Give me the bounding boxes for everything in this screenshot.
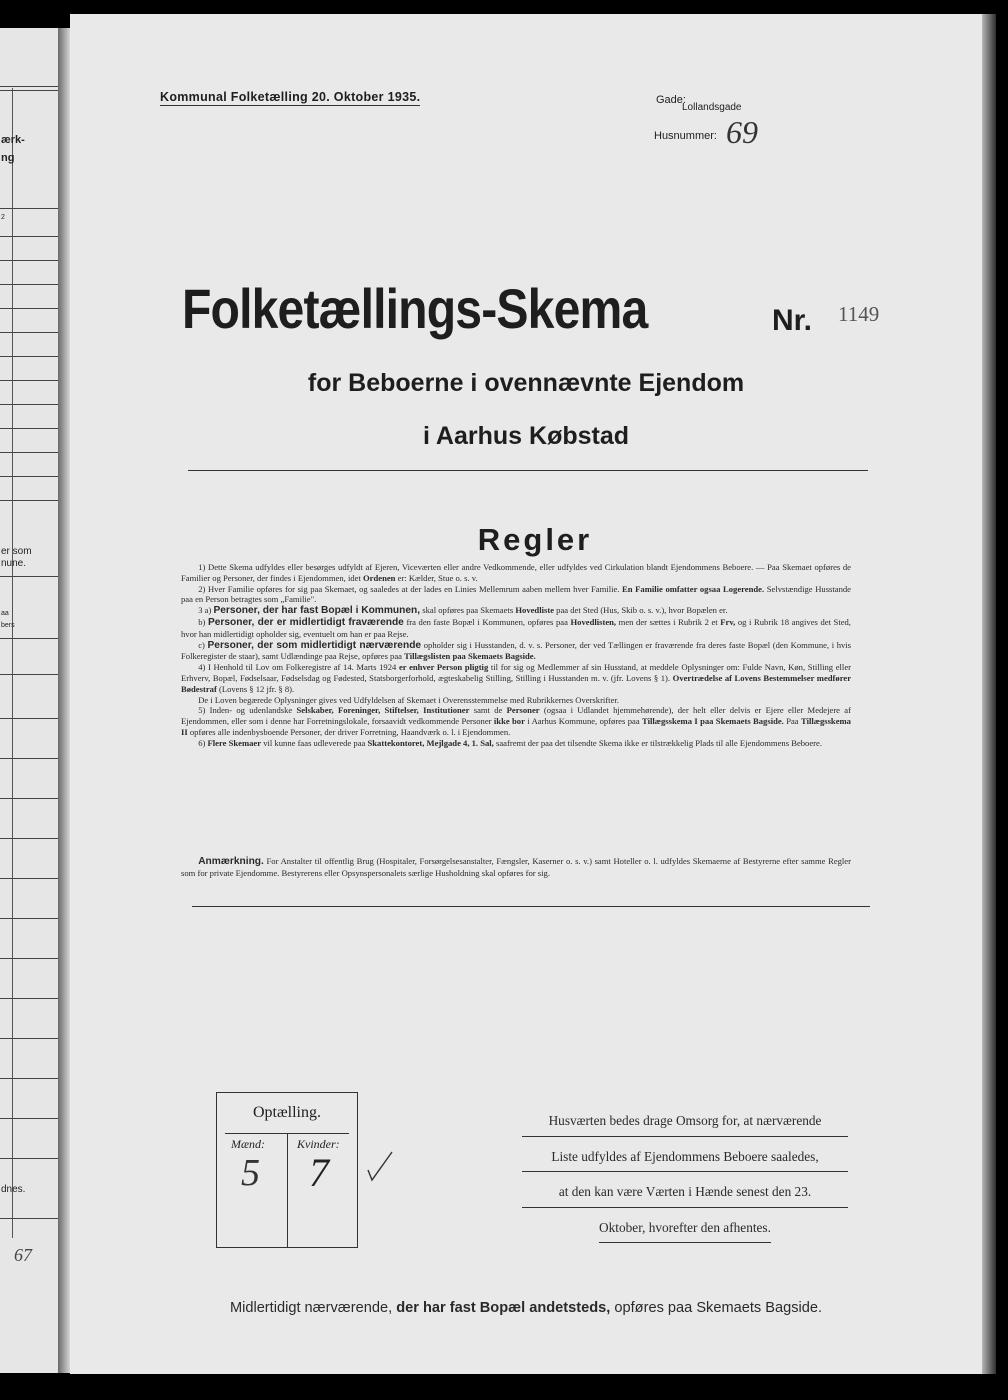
left-page-rule	[0, 1218, 58, 1219]
book-spine	[58, 28, 70, 1373]
left-page-rule	[0, 674, 58, 675]
rule-4: 4) I Henhold til Lov om Folkeregistre af 14. Marts 1924 er enhver Person pligtig til for sig og Medlemmer af sin Husstand, at meddele Oplysninger om: Fulde Navn, Køn, Stilling eller Erhverv, Bopæl, Fødselsaar, Fødselsdag og Fødested, Statsborgerforhold, ægteskabelig Stilling, Stilling i Husstanden m. v. (jfr. Lovens § 1). Overtrædelse af Lovens Bestemmelser medfører Bødestraf (Lovens § 12 jfr. § 8).	[181, 662, 852, 694]
left-page-rule	[0, 878, 58, 879]
rules-heading: Regler	[477, 522, 593, 557]
left-page-text: ærk-	[1, 134, 25, 146]
form-number-value: 1149	[838, 302, 880, 326]
left-page-rule	[0, 1078, 58, 1079]
left-page-rule	[0, 718, 58, 719]
left-page-rule	[0, 998, 58, 999]
left-page-text: bers	[1, 622, 15, 629]
left-page-rule	[0, 284, 58, 285]
rule-3b: b) Personer, der er midlertidigt fraværende fra den faste Bopæl i Kommunen, opføres paa Hovedlisten, men der sættes i Rubrik 2 et Frv, og i Rubrik 18 angives det Sted, hvor han midlertidigt opholder sig, eventuelt om han er paa Rejse.	[181, 616, 851, 639]
left-page-rule	[0, 500, 58, 501]
left-page-rule	[0, 404, 58, 405]
notice-line: Oktober, hvorefter den afhentes.	[599, 1219, 771, 1244]
left-page-text: dnes.	[1, 1184, 26, 1195]
husnummer-label: Husnummer:	[654, 130, 717, 142]
rule-3c: c) Personer, der som midlertidigt nærværende opholder sig i Husstanden, d. v. s. Personer, der ved Tællingen er fraværende fra deres faste Bopæl (den Kommune, i hvis Folkeregister de staar), samt Udlændinge paa Rejse, opføres paa Tillægslisten paa Skemaets Bagside.	[181, 639, 852, 662]
footer-note: Midlertidigt nærværende, der har fast Bopæl andetsteds, opføres paa Skemaets Bagside.	[229, 1300, 823, 1316]
census-header-title: Kommunal Folketælling 20. Oktober 1935.	[160, 90, 421, 104]
maend-label: Mænd:	[231, 1137, 265, 1151]
form-subtitle-residents: for Beboerne i ovennævnte Ejendom	[307, 369, 745, 397]
form-title: Folketællings-Skema	[182, 277, 648, 340]
rule-5: 5) Inden- og udenlandske Selskaber, Foreninger, Stiftelser, Institutioner samt de Personer (ogsaa i Udlandet hjemmehørende), der helt eller delvis er Ejere eller Medejere af Ejendommen, eller som i denne har Forretningslokale, forsaavidt vedkommende Personer ikke bor i Aarhus Kommune, opføres paa Tillægsskema I paa Skemaets Bagside. Paa Tillægsskema II opføres alle indenbysboende Personer, der driver Forretning, Haandværk o. l. i Ejendommen.	[181, 705, 851, 737]
left-page-rule	[0, 236, 58, 237]
left-page-rule	[0, 758, 58, 759]
rule-3a: 3 a) Personer, der har fast Bopæl i Kommunen, skal opføres paa Skemaets Hovedliste paa det Sted (Hus, Skib o. s. v.), hvor Bopælen er.	[198, 605, 728, 617]
left-page-text: 2	[1, 214, 5, 221]
left-page-rule	[0, 958, 58, 959]
rule-6: 6) Flere Skemaer vil kunne faas udleverede paa Skattekontoret, Mejlgade 4, 1. Sal, saafremt der paa det tilsendte Skema ikke er tilstrækkelig Plads til alle Ejendommens Beboere.	[198, 737, 822, 748]
left-page-handwriting: 67	[14, 1245, 32, 1265]
left-page-rule	[0, 1038, 58, 1039]
left-page-rule	[0, 380, 58, 381]
left-page-rule	[0, 208, 58, 209]
census-form-page	[70, 14, 982, 1374]
title-divider	[188, 470, 868, 471]
anmaerkning-label: Anmærkning.	[198, 856, 264, 867]
notice-line: Liste udfyldes af Ejendommens Beboere saaledes,	[522, 1148, 848, 1173]
left-page-rule	[0, 918, 58, 919]
gade-label: Gade:	[656, 94, 686, 106]
husnummer-value: 69	[726, 114, 758, 150]
optaelling-column-divider	[287, 1133, 288, 1247]
left-page-text: er som	[1, 546, 32, 557]
notice-line: Husværten bedes drage Omsorg for, at nærværende	[522, 1112, 848, 1137]
left-page-rule	[0, 90, 58, 91]
rules-divider	[192, 906, 870, 907]
rule-1: 1) Dette Skema udfyldes eller besørges udfyldt af Ejeren, Viceværten eller andre Vedkommende, eller udfyldes ved Cirkulation blandt Ejendommens Beboere. — Paa Skemaet opføres de Familier og Personer, der findes i Ejendommen, idet Ordenen er: Kælder, Stue o. s. v.	[181, 562, 851, 583]
rule-4b: De i Loven begærede Oplysninger gives ved Udfyldelsen af Skemaet i Overensstemmelse med Rubrikkernes Overskrifter.	[198, 694, 619, 705]
left-page-text: ng	[1, 152, 15, 164]
anmaerkning-text: For Anstalter til offentlig Brug (Hospitaler, Forsørgelsesanstalter, Fængsler, Kaserner o. s. v.) samt Hoteller o. l. udfyldes Skemaerne af Bestyrerne efter samme Regler som for private Ejendomme. Bestyrerens eller Opsynspersonalets særlige Husholdning skal opføres for sig.	[181, 856, 851, 878]
left-page-rule	[0, 476, 58, 477]
form-number-label: Nr.	[772, 304, 813, 337]
left-page-rule	[0, 428, 58, 429]
rules-text	[181, 562, 851, 749]
left-page-rule	[0, 576, 58, 577]
left-page-rule	[0, 260, 58, 261]
rule-2: 2) Hver Familie opføres for sig paa Skemaet, og saaledes at der lades en Linies Mellemrum aaben mellem hver Familie. En Familie omfatter ogsaa Logerende. Selvstændige Husstande paa en Person betragtes som „Familie".	[181, 583, 851, 605]
left-page-text: aa	[1, 610, 9, 617]
left-page-fragment	[0, 28, 60, 1373]
notice-line: at den kan være Værten i Hænde senest den 23.	[522, 1183, 848, 1208]
left-page-rule	[0, 308, 58, 309]
left-page-rule	[0, 1118, 58, 1119]
kvinder-label: Kvinder:	[297, 1137, 340, 1151]
kvinder-count: 7	[309, 1150, 329, 1195]
left-page-text: nune.	[1, 558, 27, 569]
left-page-rule	[0, 798, 58, 799]
form-subtitle-city: i Aarhus Købstad	[422, 422, 630, 450]
page-edge-shadow	[982, 14, 996, 1374]
left-page-rule	[0, 452, 58, 453]
left-page-rule	[0, 638, 58, 639]
left-page-rule	[0, 356, 58, 357]
optaelling-title: Optælling.	[252, 1104, 321, 1121]
landlord-notice	[522, 1112, 848, 1254]
maend-count: 5	[241, 1152, 260, 1194]
left-page-rule	[0, 838, 58, 839]
left-page-rule	[0, 86, 58, 87]
gade-value: Lollandsgade	[682, 102, 742, 113]
anmaerkning-note	[181, 856, 851, 879]
check-mark-icon	[366, 1150, 396, 1186]
left-page-rule	[0, 332, 58, 333]
optaelling-box	[216, 1092, 358, 1248]
left-page-rule	[0, 1158, 58, 1159]
